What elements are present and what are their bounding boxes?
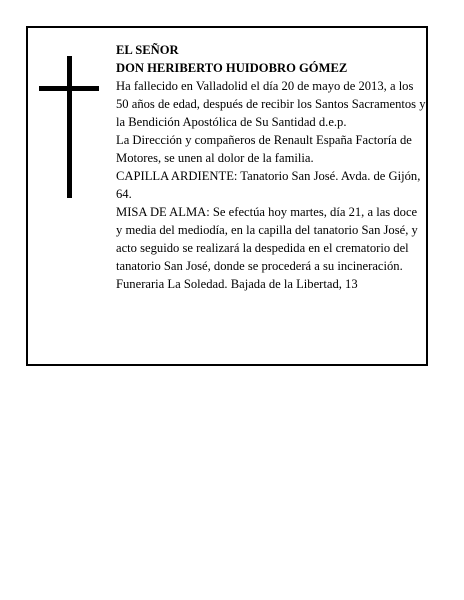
heading-line-1: EL SEÑOR xyxy=(116,43,179,57)
funeral-home: Funeraria La Soledad. Bajada de la Libertad, 13 xyxy=(116,277,358,291)
cross-vertical-bar xyxy=(67,56,72,198)
cross-horizontal-bar xyxy=(39,86,99,91)
death-announcement: Ha fallecido en Valladolid el día 20 de mayo de 2013, a los 50 años de edad, después de recibir los Santos Sacramentos y la Bendición Apostólica de Su Santidad d.e.p. xyxy=(116,79,426,129)
wake-location: CAPILLA ARDIENTE: Tanatorio San José. Avda. de Gijón, 64. xyxy=(116,169,421,201)
obituary-notice xyxy=(26,26,428,366)
funeral-mass-details: MISA DE ALMA: Se efectúa hoy martes, día 21, a las doce y media del mediodía, en la capilla del tanatorio San José, y acto seguido se realizará la despedida en el crematorio del tanatorio San José, donde se procederá a su incineración. xyxy=(116,205,418,273)
deceased-name: DON HERIBERTO HUIDOBRO GÓMEZ xyxy=(116,61,348,75)
condolence-message: La Dirección y compañeros de Renault España Factoría de Motores, se unen al dolor de la familia. xyxy=(116,133,412,165)
notice-body xyxy=(116,41,426,293)
